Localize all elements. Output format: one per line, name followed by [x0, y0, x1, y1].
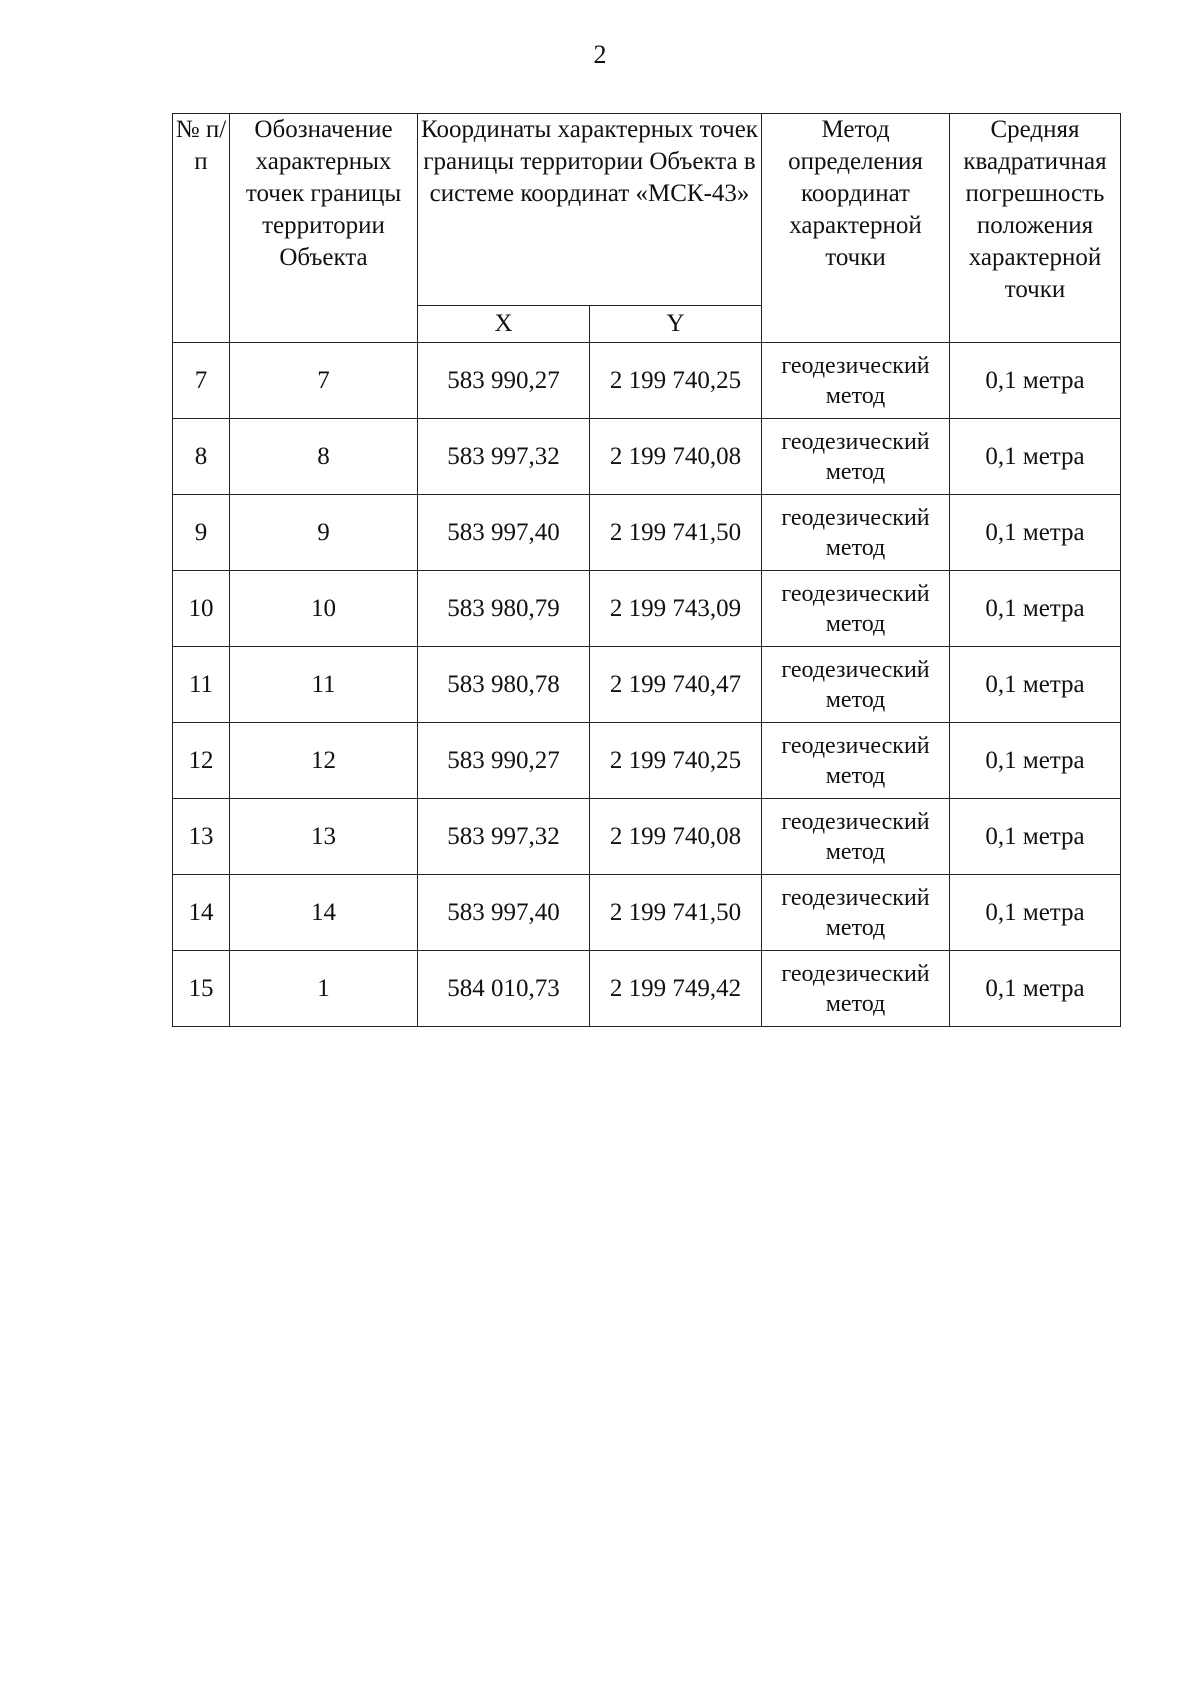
cell-accuracy: 0,1 метра — [950, 723, 1121, 799]
cell-point: 10 — [230, 571, 418, 647]
cell-y: 2 199 743,09 — [590, 571, 762, 647]
table-row — [173, 419, 1121, 495]
table-row — [173, 647, 1121, 723]
table-row — [173, 799, 1121, 875]
cell-y: 2 199 740,08 — [590, 419, 762, 495]
coordinates-table — [172, 113, 1121, 1027]
method-line1: геодезический — [781, 960, 930, 987]
method-line2: метод — [825, 838, 886, 865]
method-line1: геодезический — [781, 504, 930, 531]
cell-x: 583 997,40 — [418, 495, 590, 571]
cell-accuracy: 0,1 метра — [950, 495, 1121, 571]
cell-accuracy: 0,1 метра — [950, 875, 1121, 951]
cell-method — [762, 647, 950, 723]
table-row — [173, 951, 1121, 1027]
header-y: Y — [590, 306, 762, 343]
cell-num: 14 — [173, 875, 230, 951]
method-line2: метод — [825, 990, 886, 1017]
cell-method — [762, 723, 950, 799]
cell-point: 8 — [230, 419, 418, 495]
table-row — [173, 495, 1121, 571]
cell-x: 583 997,32 — [418, 419, 590, 495]
header-x: X — [418, 306, 590, 343]
cell-x: 583 997,40 — [418, 875, 590, 951]
cell-point: 12 — [230, 723, 418, 799]
cell-accuracy: 0,1 метра — [950, 419, 1121, 495]
method-line1: геодезический — [781, 808, 930, 835]
method-line2: метод — [825, 458, 886, 485]
cell-x: 583 990,27 — [418, 723, 590, 799]
header-accuracy: Средняя квадратичная погрешность положения характерной точки — [950, 114, 1121, 343]
cell-accuracy: 0,1 метра — [950, 799, 1121, 875]
cell-num: 7 — [173, 343, 230, 419]
method-line2: метод — [825, 382, 886, 409]
cell-num: 12 — [173, 723, 230, 799]
table-body — [173, 343, 1121, 1027]
cell-y: 2 199 749,42 — [590, 951, 762, 1027]
cell-accuracy: 0,1 метра — [950, 951, 1121, 1027]
cell-y: 2 199 741,50 — [590, 495, 762, 571]
table-row — [173, 343, 1121, 419]
table-row — [173, 875, 1121, 951]
cell-x: 583 997,32 — [418, 799, 590, 875]
cell-num: 10 — [173, 571, 230, 647]
cell-point: 9 — [230, 495, 418, 571]
method-line1: геодезический — [781, 656, 930, 683]
header-method: Метод определения координат характерной точки — [762, 114, 950, 343]
method-line2: метод — [825, 686, 886, 713]
cell-method — [762, 571, 950, 647]
table-row — [173, 571, 1121, 647]
cell-y: 2 199 740,08 — [590, 799, 762, 875]
header-coordinates: Координаты характерных точек границы территории Объекта в системе координат «МСК-43» — [418, 114, 762, 306]
cell-x: 584 010,73 — [418, 951, 590, 1027]
header-num: № п/п — [173, 114, 230, 343]
cell-num: 15 — [173, 951, 230, 1027]
cell-point: 11 — [230, 647, 418, 723]
table-row — [173, 723, 1121, 799]
method-line2: метод — [825, 914, 886, 941]
cell-num: 11 — [173, 647, 230, 723]
cell-method — [762, 343, 950, 419]
method-line1: геодезический — [781, 580, 930, 607]
cell-point: 1 — [230, 951, 418, 1027]
page-number: 2 — [593, 40, 607, 69]
method-line1: геодезический — [781, 732, 930, 759]
method-line2: метод — [825, 762, 886, 789]
cell-y: 2 199 740,47 — [590, 647, 762, 723]
cell-point: 14 — [230, 875, 418, 951]
cell-num: 13 — [173, 799, 230, 875]
cell-method — [762, 799, 950, 875]
cell-x: 583 980,79 — [418, 571, 590, 647]
method-line2: метод — [825, 610, 886, 637]
cell-method — [762, 951, 950, 1027]
cell-y: 2 199 740,25 — [590, 343, 762, 419]
cell-method — [762, 419, 950, 495]
method-line1: геодезический — [781, 428, 930, 455]
cell-y: 2 199 740,25 — [590, 723, 762, 799]
header-designation: Обозначение характерных точек границы территории Объекта — [230, 114, 418, 343]
method-line2: метод — [825, 534, 886, 561]
cell-accuracy: 0,1 метра — [950, 647, 1121, 723]
method-line1: геодезический — [781, 884, 930, 911]
cell-y: 2 199 741,50 — [590, 875, 762, 951]
cell-accuracy: 0,1 метра — [950, 343, 1121, 419]
cell-point: 7 — [230, 343, 418, 419]
table-header-row — [173, 114, 1121, 306]
cell-num: 8 — [173, 419, 230, 495]
cell-method — [762, 875, 950, 951]
cell-point: 13 — [230, 799, 418, 875]
cell-x: 583 990,27 — [418, 343, 590, 419]
cell-method — [762, 495, 950, 571]
cell-accuracy: 0,1 метра — [950, 571, 1121, 647]
cell-num: 9 — [173, 495, 230, 571]
cell-x: 583 980,78 — [418, 647, 590, 723]
method-line1: геодезический — [781, 352, 930, 379]
